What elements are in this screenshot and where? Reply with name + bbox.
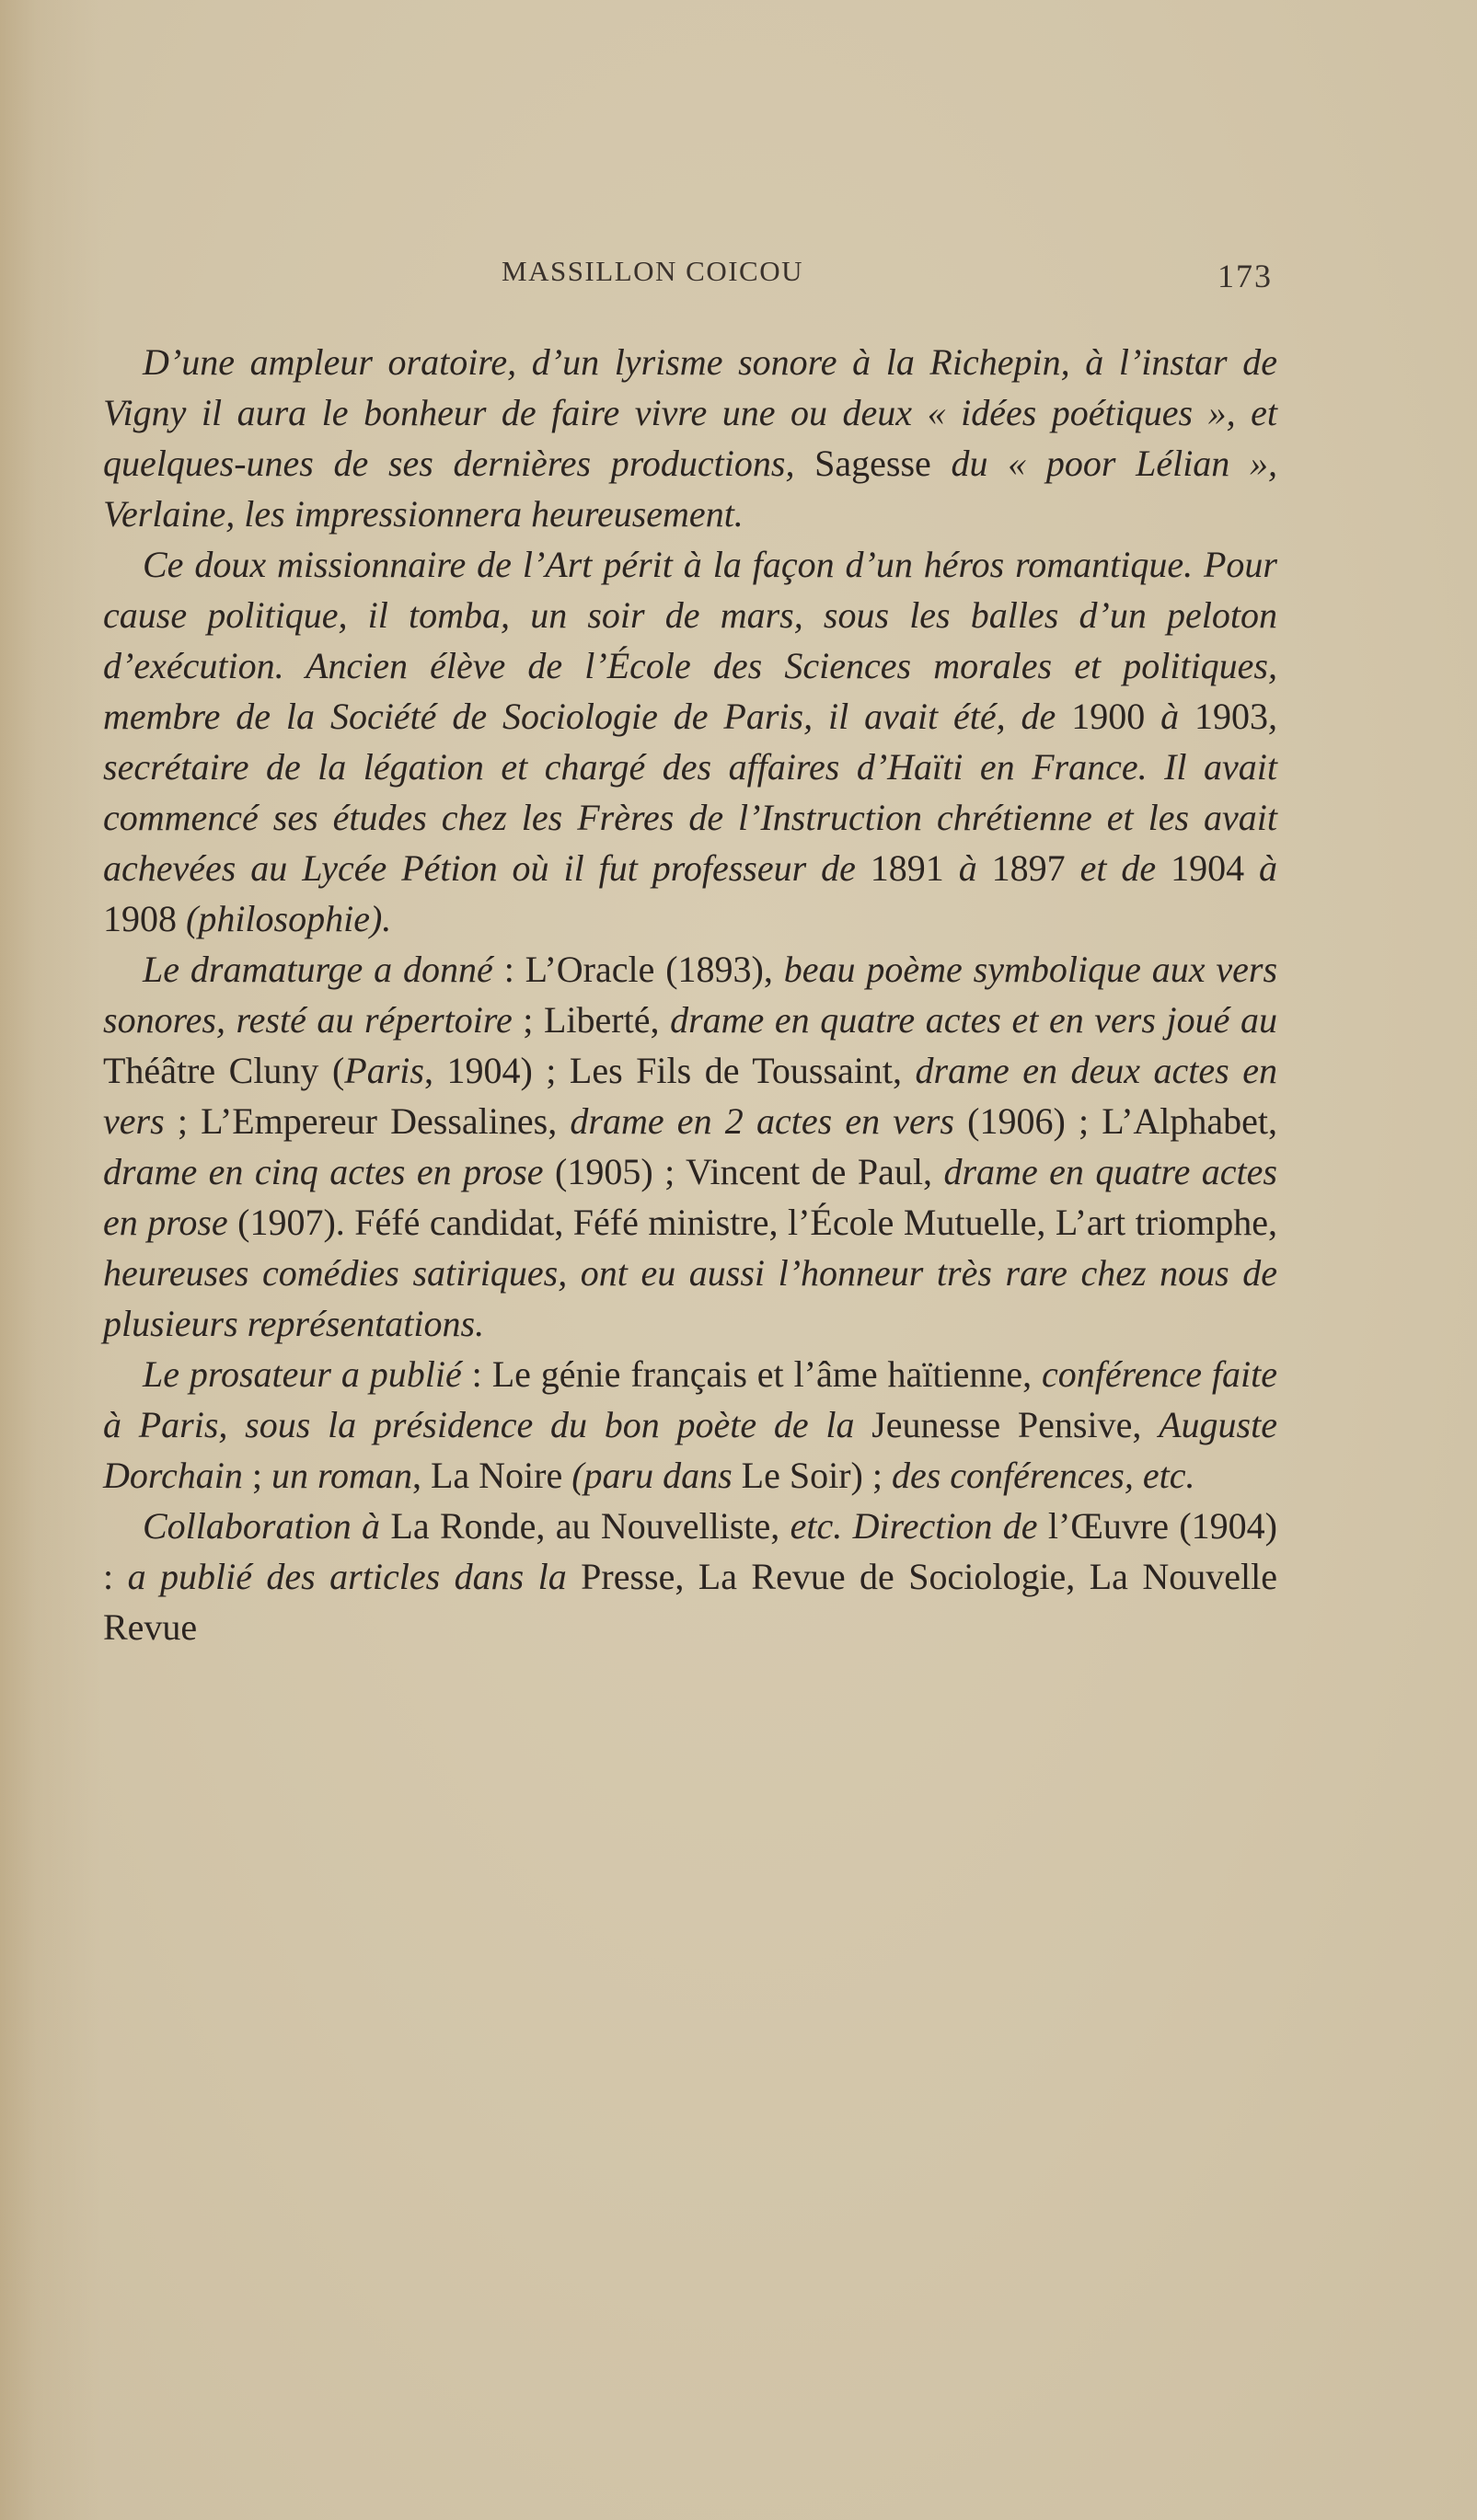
roman-run: , La Noire <box>411 1455 572 1496</box>
running-title: MASSILLON COICOU <box>502 255 803 287</box>
roman-run: 1903 <box>1194 696 1268 737</box>
roman-run: ; Liberté, <box>512 999 671 1041</box>
roman-run: ; <box>242 1455 271 1496</box>
italic-run: et de <box>1065 847 1171 889</box>
italic-run: Ce doux missionnaire de l’Art périt à la façon d’un héros romantique. Pour cause politique, il tomba, un soir de mars, sous les balles d’un peloton d’exécution. Ancien élève de l’École des Sciences morales et politiques, membre de la Société de Sociologie de Paris, il avait été, de <box>103 544 1277 737</box>
italic-run: du « poor Lélian », Verlaine, les impressionnera heureusement. <box>103 443 1277 535</box>
italic-run: à <box>1145 696 1194 737</box>
italic-run: Le prosateur a publié <box>143 1353 462 1395</box>
italic-run: beau poème symbolique aux vers sonores, resté au répertoire <box>103 949 1278 1041</box>
roman-run: : L’Oracle (1893), <box>492 949 784 990</box>
paragraph <box>103 944 1277 1349</box>
paragraph <box>103 1501 1277 1652</box>
roman-run: 1904 <box>1171 847 1245 889</box>
roman-run: 1908 <box>103 898 177 939</box>
italic-run: Auguste Dorchain <box>103 1404 1277 1496</box>
paragraph <box>103 1349 1277 1501</box>
roman-run: 1891 <box>870 847 944 889</box>
paragraph <box>103 539 1277 944</box>
roman-run: (1907). Féfé candidat, Féfé ministre, l’École Mutuelle, L’art triomphe, <box>227 1202 1278 1243</box>
roman-run: (1905) ; Vincent de Paul, <box>543 1151 944 1192</box>
italic-run: drame en cinq actes en prose <box>103 1151 544 1192</box>
italic-run: à <box>943 847 992 889</box>
italic-run: heureuses comédies satiriques, ont eu aussi l’honneur très rare chez nous de plusieurs représentations. <box>103 1252 1277 1344</box>
roman-run: , 1904) ; Les Fils de Toussaint, <box>423 1050 916 1091</box>
running-head <box>502 255 1273 295</box>
roman-run: Le Soir) ; <box>732 1455 892 1496</box>
italic-run: drame en 2 actes en vers <box>570 1100 954 1142</box>
italic-run: (philosophie). <box>177 898 392 939</box>
body-text <box>103 337 1277 1652</box>
italic-run: drame en quatre actes et en vers joué au <box>670 999 1277 1041</box>
italic-run: , secrétaire de la légation et chargé des affaires d’Haïti en France. Il avait commencé ses études chez les Frères de l’Instruction chrétienne et les avait achevées au Lycée Pétion où il fut professeur de <box>103 696 1277 889</box>
roman-run: 1900 <box>1071 696 1146 737</box>
paragraph <box>103 337 1277 539</box>
roman-run: Sagesse <box>814 443 931 484</box>
roman-run: La Ronde, au Nouvelliste, <box>380 1505 790 1547</box>
italic-run: un roman <box>271 1455 412 1496</box>
italic-run: Paris <box>344 1050 424 1091</box>
roman-run: l’Œuvre (1904) : <box>103 1505 1277 1597</box>
roman-run: (1906) ; L’Alphabet, <box>953 1100 1278 1142</box>
roman-run: : Le génie français et l’âme haïtienne, <box>461 1353 1043 1395</box>
italic-run: Collaboration à <box>143 1505 381 1547</box>
italic-run: des conférences, etc. <box>891 1455 1195 1496</box>
italic-run: D’une ampleur oratoire, d’un lyrisme sonore à la Richepin, à l’instar de Vigny il aura le bonheur de faire vivre une ou deux « idées poétiques », et quelques-unes de ses dernières productions, <box>103 341 1277 484</box>
roman-run: Presse, La Revue de Sociologie, La Nouvelle Revue <box>103 1556 1277 1648</box>
page-number: 173 <box>1217 258 1273 294</box>
italic-run: conférence faite à Paris, sous la présidence du bon poète de la <box>103 1353 1278 1445</box>
roman-run: Jeunesse Pensive, <box>854 1404 1160 1445</box>
roman-run: Théâtre Cluny ( <box>103 1050 345 1091</box>
italic-run: Le dramaturge a donné <box>143 949 493 990</box>
italic-run: drame en deux actes en vers <box>103 1050 1277 1142</box>
italic-run: (paru dans <box>571 1455 733 1496</box>
roman-run: 1897 <box>991 847 1066 889</box>
italic-run: drame en quatre actes en prose <box>103 1151 1277 1243</box>
italic-run: etc. Direction de <box>790 1505 1038 1547</box>
roman-run: ; L’Empereur Dessalines, <box>164 1100 571 1142</box>
italic-run: à <box>1244 847 1278 889</box>
italic-run: a publié des articles dans la <box>127 1556 567 1597</box>
